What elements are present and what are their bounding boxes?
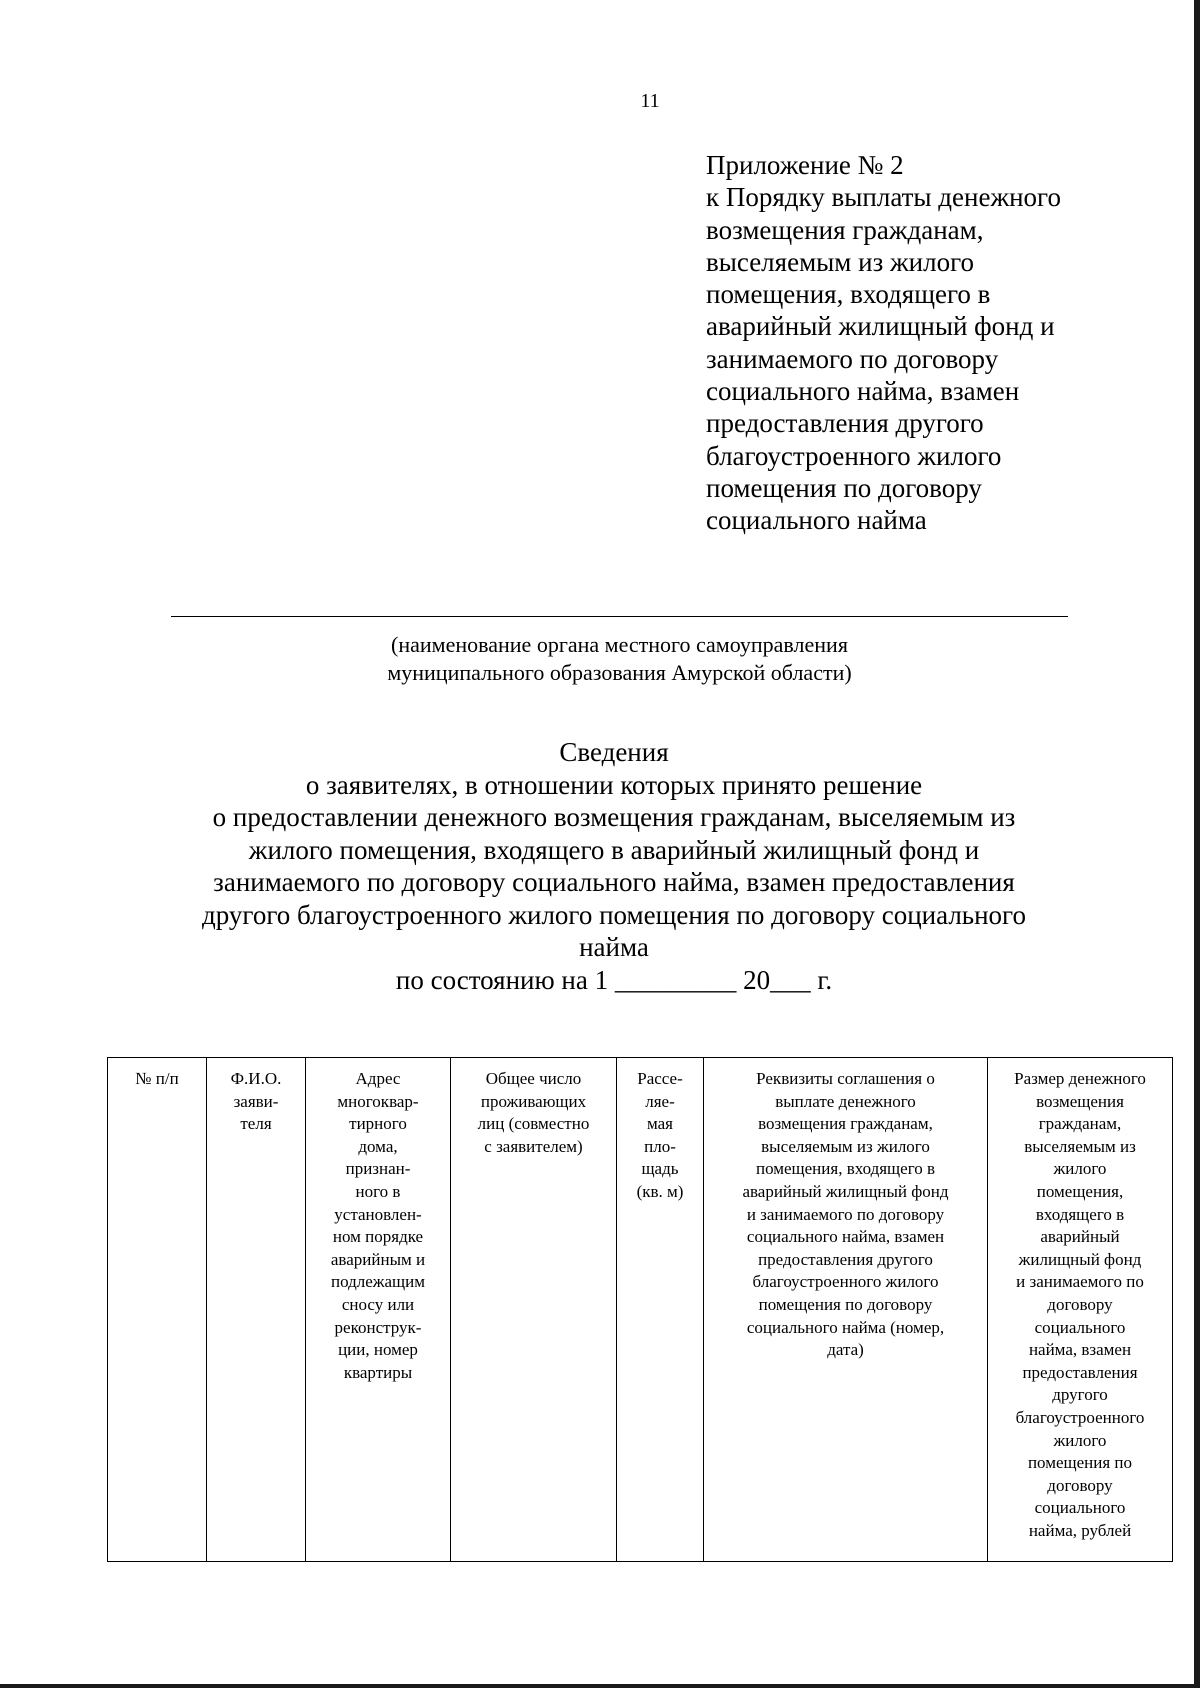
header-cell-line: признан- [345, 1159, 411, 1179]
header-cell-line: социального [1034, 1317, 1126, 1337]
header-cell-line: возмещения [1036, 1091, 1124, 1111]
header-cell-line: предоставления [1022, 1362, 1138, 1382]
header-cell-line: ляе- [645, 1091, 675, 1111]
header-cell-line: с заявителем) [484, 1136, 583, 1156]
header-cell-line: Ф.И.О. [230, 1069, 282, 1088]
heading-title: Сведения [559, 737, 669, 767]
header-cell-line: ного в [355, 1181, 401, 1201]
appendix-line: занимаемого по договору [706, 343, 999, 374]
header-cell-compensation-amount [988, 1058, 1173, 1562]
heading-line: занимаемого по договору социального найма, взамен предоставления [213, 867, 1015, 897]
org-name-caption [171, 631, 1068, 687]
header-cell-line: благоустроенного [1015, 1407, 1145, 1427]
header-cell-line: социального найма, взамен [746, 1227, 945, 1247]
header-cell-line: многоквар- [337, 1091, 419, 1111]
header-cell-line: Рассе- [637, 1069, 683, 1088]
header-cell-address [306, 1058, 451, 1562]
header-cell-line: помещения по договору [758, 1294, 933, 1314]
header-cell-line: Реквизиты соглашения о [756, 1069, 935, 1088]
appendix-line: выселяемым из жилого [706, 246, 974, 277]
header-cell-line: социального [1034, 1498, 1126, 1518]
appendix-line: к Порядку выплаты денежного [706, 182, 1061, 213]
header-cell-line: жилого [1053, 1430, 1107, 1450]
header-cell-line: аварийный жилищный фонд [742, 1181, 949, 1201]
appendix-line: аварийный жилищный фонд и [706, 311, 1055, 342]
appendix-line: социального найма, взамен [706, 376, 1020, 407]
header-cell-line: гражданам, [1038, 1114, 1122, 1134]
header-cell-line: выселяемым из жилого [761, 1136, 930, 1156]
appendix-line: предоставления другого [706, 408, 984, 439]
appendix-line: помещения, входящего в [706, 279, 991, 310]
header-cell-line: лиц (совместно [477, 1114, 590, 1134]
header-cell-line: договору [1047, 1294, 1113, 1314]
applicants-table [107, 1057, 1173, 1562]
header-cell-line: установлен- [334, 1204, 422, 1224]
header-cell-line: помещения по [1027, 1453, 1133, 1473]
header-cell-line: жилищный фонд [1018, 1249, 1142, 1269]
header-cell-line: Общее число [485, 1069, 582, 1088]
header-cell-line: предоставления другого [758, 1249, 933, 1269]
header-cell-line: и занимаемого по [1016, 1272, 1144, 1292]
header-cell-line: подлежащим [330, 1272, 426, 1292]
header-cell-applicant-name [207, 1058, 306, 1562]
header-cell-line: заяви- [233, 1091, 279, 1111]
header-cell-line: найма, взамен [1028, 1340, 1132, 1360]
header-cell-line: Размер денежного [1014, 1069, 1146, 1088]
appendix-line: благоустроенного жилого [706, 440, 1002, 471]
header-cell-line: Адрес [355, 1069, 401, 1088]
header-cell-line: щадь [641, 1159, 679, 1179]
table-header-row [108, 1058, 1173, 1562]
header-cell-line: дома, [358, 1136, 398, 1156]
heading-date-line: по состоянию на 1 _________ 20___ г. [395, 964, 833, 995]
header-cell-line: сносу или [341, 1294, 415, 1314]
header-cell-line: благоустроенного жилого [752, 1272, 939, 1292]
header-cell-line: проживающих [480, 1091, 587, 1111]
header-cell-line: реконструк- [334, 1317, 422, 1337]
heading-line: о предоставлении денежного возмещения гражданам, выселяемым из [212, 802, 1016, 832]
header-cell-line: жилого [1053, 1159, 1107, 1179]
header-cell-agreement-details [704, 1058, 988, 1562]
heading-line: другого благоустроенного жилого помещения по договору социального [202, 899, 1026, 930]
header-cell-line: пло- [644, 1136, 676, 1156]
header-cell-area [617, 1058, 704, 1562]
appendix-block [706, 149, 1176, 537]
header-cell-line: ции, номер [338, 1340, 418, 1360]
header-cell-line: и занимаемого по договору [746, 1204, 945, 1224]
header-cell-line: квартиры [343, 1362, 413, 1382]
header-cell-line: помещения, входящего в [755, 1159, 936, 1179]
appendix-line: возмещения гражданам, [706, 214, 984, 245]
header-cell-line: социального найма (номер, [746, 1317, 945, 1337]
page-edge-bottom [0, 1684, 1200, 1688]
header-cell-line: № п/п [135, 1069, 179, 1088]
appendix-line: Приложение № 2 [706, 150, 904, 180]
header-cell-line: аварийным и [330, 1249, 426, 1269]
document-heading [0, 736, 1200, 996]
header-cell-residents-count [451, 1058, 617, 1562]
header-cell-number [108, 1058, 207, 1562]
header-cell-line: помещения, [1036, 1181, 1124, 1201]
header-cell-line: выплате денежного [775, 1091, 916, 1111]
header-cell-line: договору [1047, 1475, 1113, 1495]
heading-line: найма [579, 932, 649, 962]
header-cell-line: мая [646, 1114, 673, 1134]
org-caption-line: муниципального образования Амурской области) [387, 660, 852, 685]
header-cell-line: входящего в [1035, 1204, 1125, 1224]
header-cell-line: теля [240, 1114, 272, 1134]
appendix-line: социального найма [706, 505, 927, 536]
header-cell-line: ном порядке [332, 1227, 424, 1247]
header-cell-line: возмещения гражданам, [758, 1114, 933, 1134]
header-cell-line: тирного [349, 1114, 407, 1134]
heading-line: о заявителях, в отношении которых принято решение [305, 769, 923, 800]
heading-line: жилого помещения, входящего в аварийный жилищный фонд и [248, 834, 980, 865]
org-caption-line: (наименование органа местного самоуправления [391, 632, 848, 657]
header-cell-line: найма, рублей [1028, 1520, 1132, 1540]
header-cell-line: выселяемым из [1024, 1136, 1136, 1156]
page-number: 11 [640, 90, 660, 112]
header-cell-line: аварийный [1040, 1227, 1120, 1247]
header-cell-line: другого [1052, 1385, 1108, 1405]
appendix-line: помещения по договору [706, 472, 982, 503]
org-name-blank-line [171, 616, 1068, 617]
header-cell-line: дата) [827, 1340, 864, 1360]
header-cell-line: (кв. м) [636, 1181, 684, 1201]
